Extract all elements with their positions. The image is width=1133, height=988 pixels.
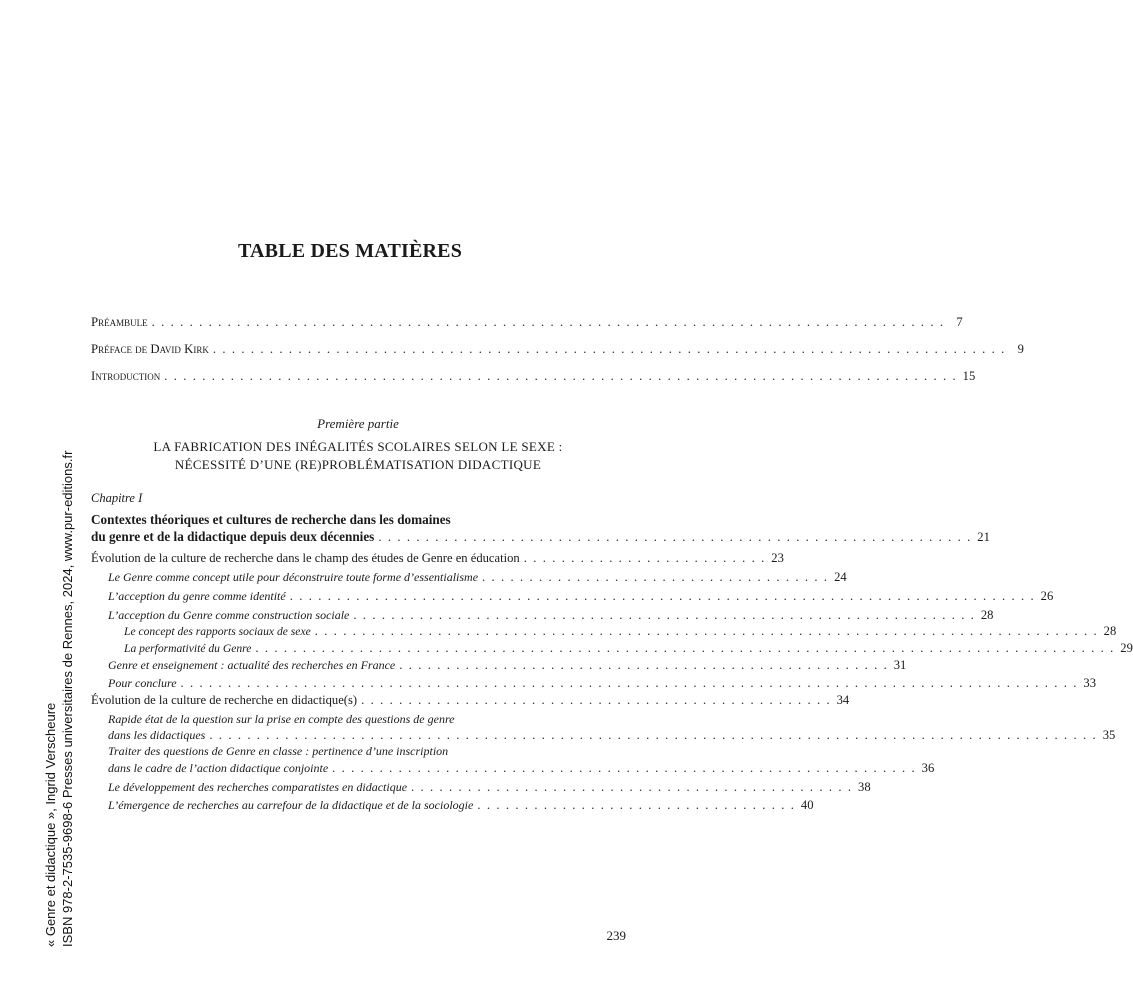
toc-label: Préambule [91, 315, 148, 329]
toc-page-number: 38 [858, 780, 871, 794]
toc-entry[interactable] [108, 778, 871, 796]
side-note-line1: « Genre et didactique », Ingrid Verscheure [43, 702, 58, 947]
toc-label: L’acception du genre comme identité [108, 589, 286, 603]
toc-entry-preface[interactable] [91, 340, 1024, 358]
toc-label: dans le cadre de l’action didactique conjointe [108, 761, 329, 775]
toc-page-number: 31 [893, 658, 907, 672]
toc-page-number: 29 [1120, 641, 1133, 655]
toc-entry[interactable] [124, 639, 1133, 657]
toc-entry-line1: Traiter des questions de Genre en classe : pertinence d’une inscription [108, 744, 449, 758]
toc-label: Évolution de la culture de recherche dans le champ des études de Genre en éducation [91, 551, 520, 565]
part-title-line2: NÉCESSITÉ D’UNE (RE)PROBLÉMATISATION DIDACTIQUE [174, 457, 542, 472]
page-title: TABLE DES MATIÈRES [237, 240, 463, 262]
side-note-line2: ISBN 978-2-7535-9698-6 Presses universitaires de Rennes, 2024, www.pur-editions.fr [60, 450, 75, 947]
leader-dots: . . . . . . . . . . . . . . . . . . . . . . . . . . . . . . . . . . . . . . . . . . . . . . . . . . . . . . . . . . . . . . . . . . . . . . . . . . . . . . . . . . . . [164, 369, 958, 383]
toc-page-number: 21 [977, 530, 990, 544]
leader-dots: . . . . . . . . . . . . . . . . . . . . . . . . . . . . . . . . . . . . . . . . . . . . . . . . . . . . . . . . . . . . . . . . . . [353, 608, 976, 622]
toc-entry[interactable] [108, 796, 814, 814]
leader-dots: . . . . . . . . . . . . . . . . . . . . . . . . . . . . . . . . . . . . . . . . . . . . . . . . . . . . . . . . . . . . . . . . . . . . . . . . . . . . . . . . . . . . [151, 315, 945, 329]
toc-page-number: 28 [1103, 624, 1117, 638]
toc-page-number: 7 [956, 315, 963, 329]
toc-entry-preambule[interactable] [91, 313, 963, 331]
leader-dots: . . . . . . . . . . . . . . . . . . . . . . . . . . . . . . . . . . . . . . . . . . . . . . . . . . . . [399, 658, 889, 672]
chapter-title-line2: du genre et de la didactique depuis deux décennies [91, 529, 375, 544]
chapter-label: Chapitre I [91, 491, 143, 505]
toc-label: L’émergence de recherches au carrefour de la didactique et de la sociologie [108, 798, 474, 812]
toc-entry[interactable] [124, 622, 1117, 640]
chapter-title-line1: Contextes théoriques et cultures de recherche dans les domaines [91, 512, 451, 527]
leader-dots: . . . . . . . . . . . . . . . . . . . . . . . . . . . . . . . . . . . . . . . . . . . . . . . . . . . . . . . . . . . . . . . . . . . . . . . . . . . . . . . . . . . . [212, 342, 1006, 356]
toc-page-number: 35 [1102, 728, 1116, 742]
toc-page-number: 40 [800, 798, 814, 812]
leader-dots: . . . . . . . . . . . . . . . . . . . . . . . . . . . . . . . . . . . . . . . . . . . . . . . . . . . . . . . . . . . . . . . . . . . . . . . . . . . . . . . . . . . . . . . . . . . . . . . [180, 676, 1078, 690]
toc-label: L’acception du Genre comme construction sociale [108, 608, 350, 622]
toc-page-number: 15 [962, 369, 976, 383]
toc-entry[interactable] [108, 674, 1096, 692]
toc-label: Genre et enseignement : actualité des recherches en France [108, 658, 396, 672]
toc-page-number: 33 [1083, 676, 1096, 690]
leader-dots: . . . . . . . . . . . . . . . . . . . . . . . . . . . . . . . . . . . . . . . . . . . . . . . . . . . . . . . . . . . . . . . . . . . . . . . . . . . . . . . . . . . [314, 624, 1099, 638]
toc-label: La performativité du Genre [124, 642, 252, 655]
toc-page-number: 24 [834, 570, 847, 584]
toc-label: Pour conclure [108, 676, 177, 690]
toc-page-number: 36 [921, 761, 935, 775]
page-number: 239 [606, 928, 626, 943]
leader-dots: . . . . . . . . . . . . . . . . . . . . . . . . . . . . . . . . . . . . . . . . . . . . . . . . . . . . . . . . . . . . . . [332, 761, 917, 775]
toc-label: Évolution de la culture de recherche en didactique(s) [91, 693, 358, 707]
toc-page-number: 28 [980, 608, 994, 622]
toc-label: Le développement des recherches comparatistes en didactique [108, 780, 408, 794]
leader-dots: . . . . . . . . . . . . . . . . . . . . . . . . . . [523, 551, 766, 565]
leader-dots: . . . . . . . . . . . . . . . . . . . . . . . . . . . . . . . . . . . . . . . . . . . . . . . . . . . . . . . . . . . . . . . . . . . . . . . . . . . . . . . [289, 589, 1036, 603]
leader-dots: . . . . . . . . . . . . . . . . . . . . . . . . . . . . . . . . . . [477, 798, 796, 812]
part-label: Première partie [317, 416, 399, 431]
leader-dots: . . . . . . . . . . . . . . . . . . . . . . . . . . . . . . . . . . . . . [482, 570, 829, 584]
leader-dots: . . . . . . . . . . . . . . . . . . . . . . . . . . . . . . . . . . . . . . . . . . . . . . . . . . . . . . . . . . . . . . . . . . . . . . . . . . . . . . . . . . . . . . . . . . . . . . [209, 728, 1098, 742]
toc-label: Préface de David Kirk [91, 342, 209, 356]
leader-dots: . . . . . . . . . . . . . . . . . . . . . . . . . . . . . . . . . . . . . . . . . . . . . . . . . . [361, 693, 832, 707]
part-title-line1: LA FABRICATION DES INÉGALITÉS SCOLAIRES SELON LE SEXE : [153, 439, 563, 454]
toc-label: Le Genre comme concept utile pour déconstruire toute forme d’essentialisme [108, 570, 479, 584]
toc-label: dans les didactiques [108, 728, 206, 742]
side-note [42, 451, 76, 947]
toc-page-number: 26 [1040, 589, 1054, 603]
toc-entry[interactable] [108, 568, 847, 586]
toc-entry[interactable] [108, 759, 935, 777]
toc-label: Le concept des rapports sociaux de sexe [124, 625, 311, 638]
toc-page-number: 23 [771, 551, 784, 565]
leader-dots: . . . . . . . . . . . . . . . . . . . . . . . . . . . . . . . . . . . . . . . . . . . . . . . . . . . . . . . . . . . . . . . . . . . . . . . . . . . . . . . . . . . . . . . . . . . [255, 641, 1115, 655]
leader-dots: . . . . . . . . . . . . . . . . . . . . . . . . . . . . . . . . . . . . . . . . . . . . . . . . . . . . . . . . . . . . . . . [378, 530, 972, 544]
toc-entry[interactable] [91, 549, 784, 567]
leader-dots: . . . . . . . . . . . . . . . . . . . . . . . . . . . . . . . . . . . . . . . . . . . . . . . [411, 780, 853, 794]
toc-entry[interactable] [91, 691, 850, 709]
toc-entry-chapter[interactable] [91, 528, 990, 546]
toc-page-number: 9 [1017, 342, 1024, 356]
toc-label: Introduction [91, 369, 161, 383]
toc-entry[interactable] [108, 587, 1054, 605]
toc-entry[interactable] [108, 656, 907, 674]
toc-entry-introduction[interactable] [91, 367, 976, 385]
toc-entry-line1: Rapide état de la question sur la prise en compte des questions de genre [108, 712, 455, 726]
toc-page-number: 34 [836, 693, 850, 707]
